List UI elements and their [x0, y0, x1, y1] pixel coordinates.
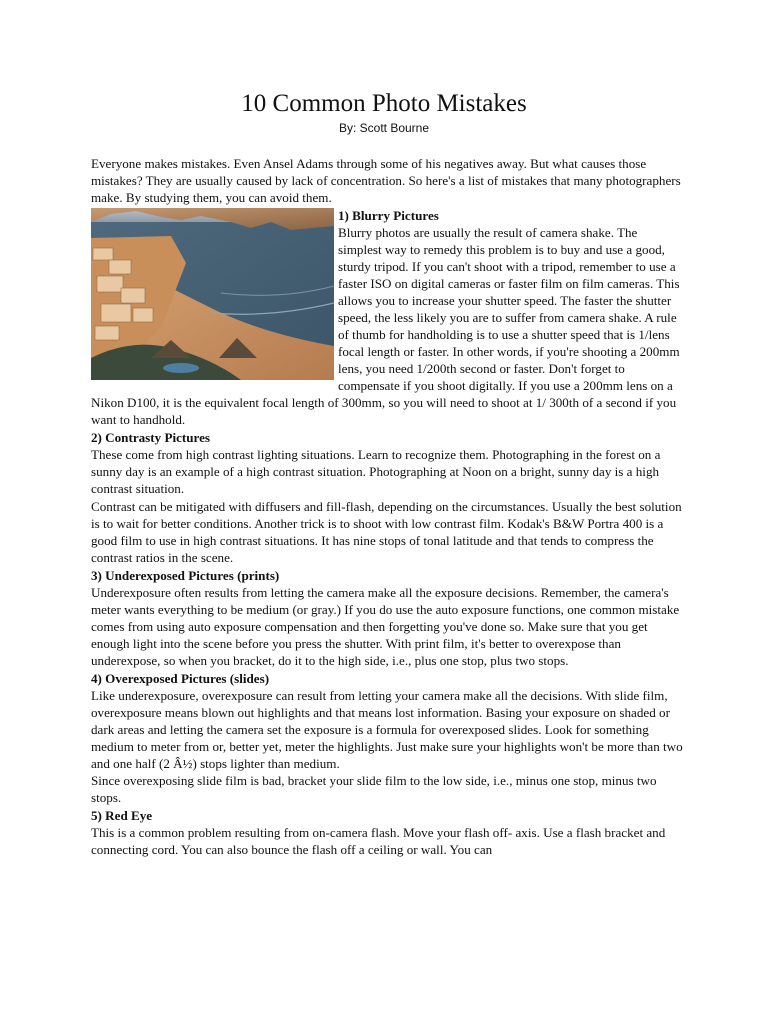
section-paragraph-contrasty-2: Contrast can be mitigated with diffusers and fill-flash, depending on the circumstances. Usually the best solution is to wait for better conditions. Another trick is to shoot with low contrast film. Kodak's B&W Portra 400 is a good film to use in high contrast situations. It has nine stops of tonal latitude and that tends to compress the contrast ratios in the scene.	[91, 499, 682, 565]
section-paragraph-red-eye: This is a common problem resulting from on-camera flash. Move your flash off- axis. Use a flash bracket and connecting cord. You can also bounce the flash off a ceiling or wall. You can	[91, 825, 666, 857]
section-paragraph-overexposed-1: Like underexposure, overexposure can result from letting your camera make all the decisions. With slide film, overexposure means blown out highlights and that means lost information. Basing your exposure on shaded or dark areas and letting the camera set the exposure is a formula for overexposed slides. Look for something medium to meter from or, better yet, meter the highlights. Just make sure your highlights won't be more than two and one half (2 Â½) stops lighter than medium.	[91, 688, 683, 771]
section-paragraph-blurry: Blurry photos are usually the result of camera shake. The simplest way to remedy this problem is to buy and use a good, sturdy tripod. If you can't shoot with a tripod, remember to use a faster ISO on digital cameras or faster film on film cameras. This allows you to increase your shutter speed. The faster the shutter speed, the less likely you are to suffer from camera shake. A rule of thumb for handholding is to use a shutter speed that is 1/lens focal length or faster. In other words, if you're shooting a 200mm lens, you need 1/200th second or faster. Don't forget to compensate if you shoot digitally. If you use a 200mm lens on a Nikon D100, it is the equivalent focal length of 300mm, so you will need to shoot at 1/ 300th of a second if you want to handhold.	[91, 225, 680, 427]
beach-photo-icon	[91, 208, 334, 380]
intro-paragraph: Everyone makes mistakes. Even Ansel Adams through some of his negatives away. But what causes those mistakes? They are usually caused by lack of concentration. So here's a list of mistakes that many photographers make. By studying them, you can avoid them.	[91, 156, 681, 205]
section-heading-overexposed: 4) Overexposed Pictures (slides)	[91, 671, 270, 686]
document-title: 10 Common Photo Mistakes	[241, 90, 527, 117]
beach-resort-photo	[91, 208, 334, 380]
document-body	[91, 155, 683, 858]
section-paragraph-contrasty-1: These come from high contrast lighting situations. Learn to recognize them. Photographing in the forest on a sunny day is an example of a high contrast situation. Photographing at Noon on a bright, sunny day is a high contrast situation.	[91, 447, 661, 496]
section-heading-contrasty: 2) Contrasty Pictures	[91, 430, 211, 445]
section-heading-underexposed: 3) Underexposed Pictures (prints)	[91, 568, 280, 583]
document-byline: By: Scott Bourne	[338, 121, 430, 135]
section-heading-blurry: 1) Blurry Pictures	[338, 208, 439, 223]
section-paragraph-overexposed-2: Since overexposing slide film is bad, bracket your slide film to the low side, i.e., minus one stop, minus two stops.	[91, 773, 657, 805]
section-heading-red-eye: 5) Red Eye	[91, 808, 153, 823]
section-paragraph-underexposed: Underexposure often results from letting the camera make all the exposure decisions. Remember, the camera's meter wants everything to be medium (or gray.) If you do use the auto exposure functions, one common mistake comes from using auto exposure compensation and then forgetting you've done so. Make sure that you get enough light into the scene before you press the shutter. With print film, it's better to overexpose than underexpose, so when you bracket, do it to the high side, i.e., plus one stop, plus two stops.	[91, 585, 680, 668]
